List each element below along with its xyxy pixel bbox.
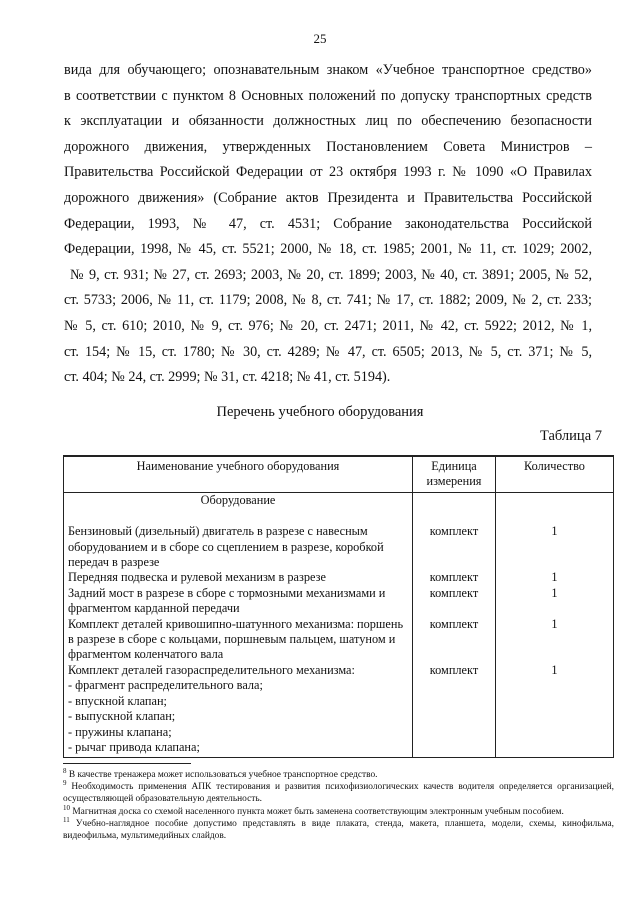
- sublist-item: - выпускной клапан;: [68, 709, 176, 724]
- footnote-number: 9: [63, 779, 67, 788]
- table-row: [64, 570, 614, 585]
- footnote: [63, 781, 614, 805]
- table-label: Таблица 7: [539, 428, 602, 444]
- item-quantity: 1: [496, 524, 614, 570]
- header-unit: Единица измерения: [413, 456, 496, 492]
- sublist-item: - впускной клапан;: [68, 693, 167, 708]
- table-row: [64, 524, 614, 570]
- footnote-text: Необходимость применения АПК тестирования и развития психофизиологических качеств водителя определяется организацией, осуществляющей образовательную деятельность.: [63, 782, 615, 805]
- item-unit: комплект: [413, 617, 496, 663]
- sublist-item: - фрагмент распределительного вала;: [68, 678, 263, 693]
- item-name: Комплект деталей кривошипно-шатунного механизма: поршень в разрезе в сборе с кольцами, поршневым пальцем, шатуном и фрагментом коленчатого вала: [64, 617, 413, 663]
- item-unit: комплект: [413, 586, 496, 617]
- footnote-divider: [63, 763, 191, 764]
- body-line: вида для обучающего; опознавательным знаком «Учебное транспортное средство»: [64, 62, 592, 78]
- footnote: [63, 766, 614, 781]
- footnote-text: В качестве тренажера может использоваться учебное транспортное средство.: [68, 770, 378, 780]
- sublist-item: - пружины клапана;: [68, 724, 172, 739]
- list-title: Перечень учебного оборудования: [216, 404, 424, 420]
- item-unit: комплект: [413, 570, 496, 585]
- item-quantity: 1: [496, 617, 614, 663]
- table-row: [64, 586, 614, 617]
- item-quantity: 1: [496, 663, 614, 758]
- header-name: Наименование учебного оборудования: [64, 456, 413, 492]
- item-unit: комплект: [413, 663, 496, 758]
- item-unit: комплект: [413, 524, 496, 570]
- body-line: Правительства Российской Федерации от 23 октября 1993 г. № 1090 «О Правилах: [64, 164, 592, 181]
- body-line: Федерации, 1998, № 45, ст. 5521; 2000, № 18, ст. 1985; 2001, № 11, ст. 1029; 2002,: [64, 241, 592, 258]
- footnote: [63, 803, 614, 818]
- body-line: дорожного движения» (Собрание актов Президента и Правительства Российской: [64, 189, 592, 206]
- item-quantity: 1: [496, 586, 614, 617]
- section-title: Оборудование: [64, 492, 413, 524]
- sublist-item: - рычаг привода клапана;: [68, 739, 200, 754]
- body-line: дорожного движения, утвержденных Постановлением Совета Министров –: [64, 138, 592, 155]
- item-name: Передняя подвеска и рулевой механизм в разрезе: [64, 570, 413, 585]
- item-quantity: 1: [496, 570, 614, 585]
- body-line: № 9, ст. 931; № 27, ст. 2693; 2003, № 20, ст. 1899; 2003, № 40, ст. 3891; 2005, № 52,: [70, 266, 592, 283]
- table-row: [64, 663, 614, 758]
- body-line: в соответствии с пунктом 8 Основных положений по допуску транспортных средств: [64, 87, 592, 104]
- footnote-number: 8: [63, 766, 67, 775]
- body-line: ст. 404; № 24, ст. 2999; № 31, ст. 4218; № 41, ст. 5194).: [64, 369, 391, 386]
- footnote-text: Учебно-наглядное пособие допустимо представлять в виде плаката, стенда, макета, планшета, модели, схемы, кинофильма, видеофильма, мультимедийных слайдов.: [63, 818, 614, 842]
- footnotes: [63, 766, 615, 842]
- table-row: [64, 617, 614, 663]
- footnote-number: 10: [63, 803, 70, 812]
- body-paragraph: [64, 58, 592, 391]
- page-number: 25: [313, 31, 327, 46]
- item-name: Комплект деталей газораспределительного механизма:: [68, 662, 355, 677]
- item-name: Задний мост в разрезе в сборе с тормозными механизмами и фрагментом карданной передачи: [64, 586, 413, 617]
- footnote-number: 11: [63, 815, 70, 824]
- body-line: Федерации, 1993, № 47, ст. 4531; Собрание законодательства Российской: [64, 215, 592, 232]
- body-line: ст. 154; № 15, ст. 1780; № 30, ст. 4289; № 47, ст. 6505; 2013, № 5, ст. 371; № 5,: [64, 343, 592, 360]
- body-line: к эксплуатации и обязанности должностных лиц по обеспечению безопасности: [64, 113, 592, 130]
- footnote-text: Магнитная доска со схемой населенного пункта может быть заменена соответствующим электронным учебным пособием.: [72, 806, 564, 817]
- table-header-row: [64, 456, 614, 492]
- header-quantity: Количество: [496, 456, 614, 492]
- body-line: ст. 5733; 2006, № 11, ст. 1179; 2008, № 8, ст. 741; № 17, ст. 1882; 2009, № 2, ст. 233;: [64, 292, 592, 309]
- item-name: Бензиновый (дизельный) двигатель в разрезе с навесным оборудованием и в сборе со сцеплением в разрезе, коробкой передач в разрезе: [64, 524, 413, 570]
- section-row: [64, 492, 614, 524]
- footnote: [63, 815, 614, 842]
- body-line: № 5, ст. 610; 2010, № 9, ст. 976; № 20, ст. 2471; 2011, № 42, ст. 5922; 2012, № 1,: [64, 317, 592, 334]
- equipment-table: [63, 455, 614, 758]
